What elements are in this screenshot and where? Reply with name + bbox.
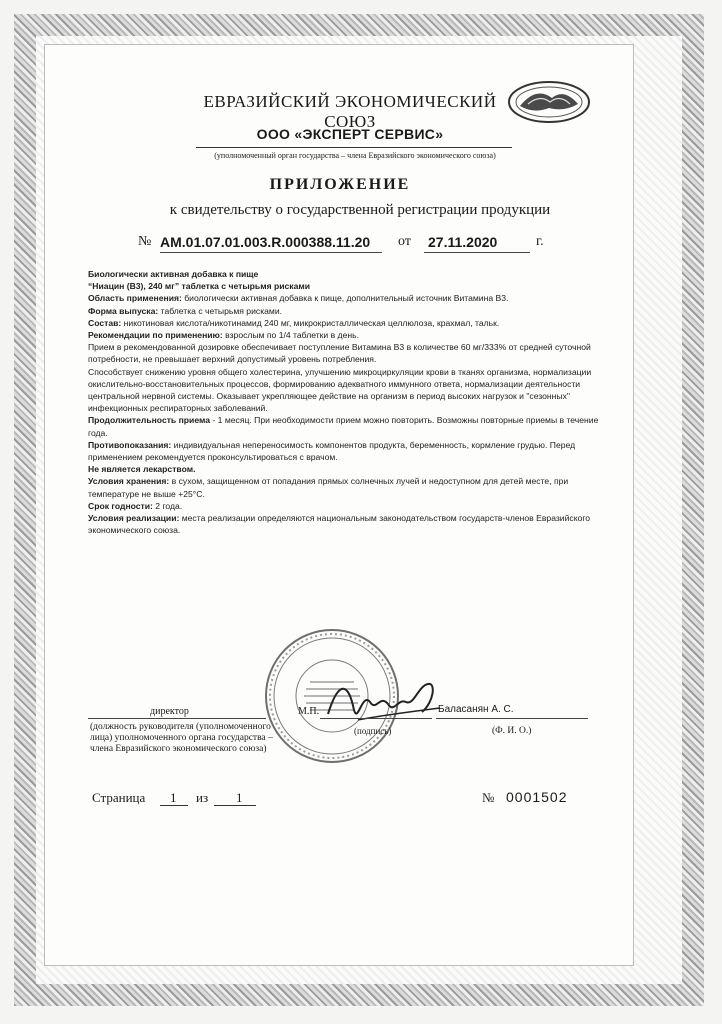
storage-conditions: Условия хранения: в сухом, защищенном от попадания прямых солнечных лучей и недоступном для детей месте, при температуре не выше +25°С.	[88, 476, 569, 499]
composition: Состав: никотиновая кислота/никотинамид 240 мг, микрокристаллическая целлюлоза, крахмал, тальк.	[88, 317, 500, 328]
eaeu-emblem-icon	[506, 78, 592, 126]
page-number: 1	[170, 790, 177, 805]
page-of-label: из	[196, 790, 209, 805]
underline	[214, 805, 256, 806]
registration-date: 27.11.2020	[428, 234, 498, 250]
divider	[196, 147, 512, 148]
sale-conditions: Условия реализации: места реализации определяются национальным законодательством государств-членов Евразийского экономического союза.	[88, 513, 591, 536]
release-form: Форма выпуска: таблетка с четырьмя рисками.	[88, 305, 283, 316]
registration-year-suffix: г.	[536, 234, 544, 249]
signature-icon	[318, 672, 448, 732]
shelf-life: Срок годности: 2 года.	[88, 500, 183, 511]
duration: Продолжительность приема - 1 месяц. При необходимости прием можно повторить. Возможны повторные приемы в течение года.	[88, 415, 599, 438]
serial-number-label: №	[482, 790, 495, 805]
underline	[160, 805, 188, 806]
page-total: 1	[236, 790, 243, 805]
page-subtitle: к свидетельству о государственной регистрации продукции	[169, 202, 551, 218]
intake-info: Прием в рекомендованной дозировке обеспечивает поступление Витамина В3 в количестве 60 мг/333% от средней суточной потребности, не превышает верхний допустимый уровень потребления.	[88, 342, 591, 365]
usage-recommendations: Рекомендации по применению: взрослым по 1/4 таблетки в день.	[88, 330, 359, 341]
underline	[160, 252, 382, 253]
application-area: Область применения: биологически активная добавка к пище, дополнительный источник Витамина В3.	[88, 293, 509, 304]
underline	[320, 718, 432, 719]
product-name-line: Биологически активная добавка к пище	[88, 269, 259, 279]
underline	[424, 252, 530, 253]
signatory-position: директор	[150, 706, 189, 717]
name-caption: (Ф. И. О.)	[492, 726, 532, 736]
organization-name: ООО «ЭКСПЕРТ СЕРВИС»	[256, 126, 444, 142]
organization-caption: (уполномоченный орган государства – члена Евразийского экономического союза)	[214, 151, 496, 160]
registration-number: АМ.01.07.01.003.R.000388.11.20	[160, 234, 371, 250]
union-heading: ЕВРАЗИЙСКИЙ ЭКОНОМИЧЕСКИЙ СОЮЗ	[203, 92, 497, 131]
signature-caption: (подпись)	[354, 726, 392, 736]
page-label: Страница	[92, 790, 146, 805]
effect-info: Способствует снижению уровня общего холестерина, улучшению микроциркуляции крови в тканях организма, нормализации окислительно-восстановительных процессов, формированию адекватного иммунного ответа, нормализации деятельности центральной нервной системы. Оказывает укрепляющее действие на организм в период высоких нагрузок и "сезонных" инфекционных респираторных заболеваний.	[88, 366, 592, 414]
registration-from-label: от	[398, 234, 411, 249]
contraindications: Противопоказания: индивидуальная непереносимость компонентов продукта, беременность, кормление грудью. Перед применением рекомендуется проконсультироваться с врачом.	[88, 439, 576, 463]
underline	[88, 718, 266, 719]
product-description	[88, 268, 608, 536]
signatory-name: Баласанян А. С.	[438, 704, 514, 715]
serial-number: 0001502	[506, 789, 568, 805]
position-caption: (должность руководителя (уполномоченного лица) уполномоченного органа государства – члена Евразийского экономического союза)	[90, 722, 273, 754]
seal-place-label: М.П.	[298, 706, 320, 717]
underline	[436, 718, 588, 719]
page-title: ПРИЛОЖЕНИЕ	[269, 176, 411, 193]
registration-number-label: №	[138, 234, 152, 249]
product-name-line: “Ниацин (В3), 240 мг” таблетка с четырьмя рисками	[88, 281, 311, 292]
not-drug-notice: Не является лекарством.	[88, 464, 196, 475]
